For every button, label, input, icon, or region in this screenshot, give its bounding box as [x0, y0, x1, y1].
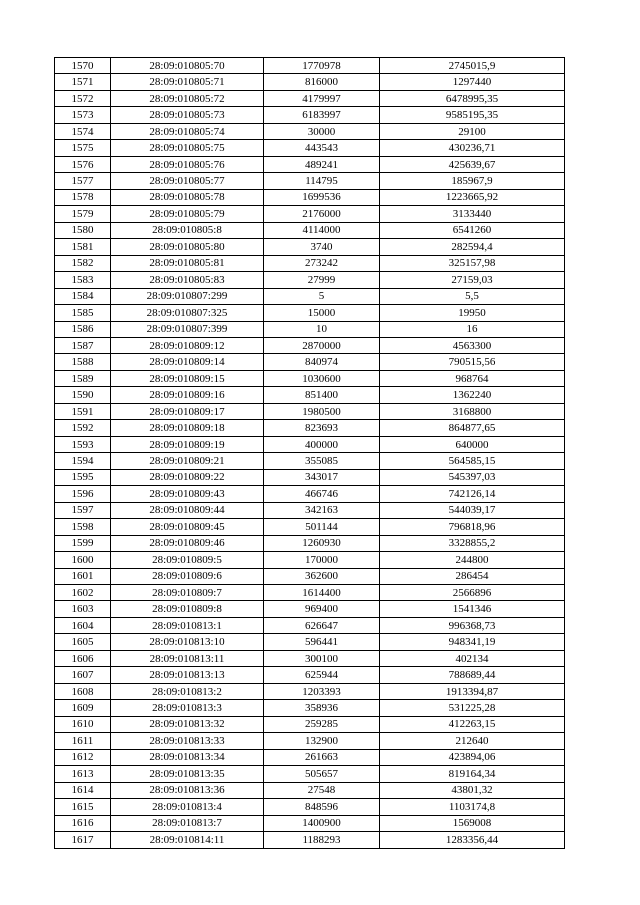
cadastral-number-cell: 28:09:010809:46	[111, 535, 264, 551]
area-cell: 27999	[264, 272, 380, 288]
table-row	[55, 749, 565, 765]
cadastral-number-cell: 28:09:010813:1	[111, 617, 264, 633]
table-row	[55, 288, 565, 304]
row-number-cell: 1587	[55, 337, 111, 353]
row-number-cell: 1597	[55, 502, 111, 518]
table-row	[55, 683, 565, 699]
cadastral-number-cell: 28:09:010805:8	[111, 222, 264, 238]
row-number-cell: 1570	[55, 58, 111, 74]
area-cell: 851400	[264, 387, 380, 403]
area-cell: 170000	[264, 552, 380, 568]
row-number-cell: 1574	[55, 123, 111, 139]
value-cell: 286454	[380, 568, 565, 584]
value-cell: 5,5	[380, 288, 565, 304]
value-cell: 43801,32	[380, 782, 565, 798]
table-row	[55, 387, 565, 403]
table-row	[55, 502, 565, 518]
row-number-cell: 1591	[55, 403, 111, 419]
row-number-cell: 1610	[55, 716, 111, 732]
cadastral-number-cell: 28:09:010809:43	[111, 486, 264, 502]
row-number-cell: 1593	[55, 436, 111, 452]
cadastral-number-cell: 28:09:010813:33	[111, 733, 264, 749]
row-number-cell: 1582	[55, 255, 111, 271]
value-cell: 2745015,9	[380, 58, 565, 74]
table-body	[55, 58, 565, 849]
area-cell: 625944	[264, 667, 380, 683]
value-cell: 1569008	[380, 815, 565, 831]
area-cell: 443543	[264, 140, 380, 156]
cadastral-number-cell: 28:09:010813:13	[111, 667, 264, 683]
cadastral-number-cell: 28:09:010813:34	[111, 749, 264, 765]
table-row	[55, 782, 565, 798]
cadastral-number-cell: 28:09:010805:74	[111, 123, 264, 139]
area-cell: 1770978	[264, 58, 380, 74]
value-cell: 4563300	[380, 337, 565, 353]
row-number-cell: 1585	[55, 305, 111, 321]
value-cell: 3168800	[380, 403, 565, 419]
cadastral-number-cell: 28:09:010807:325	[111, 305, 264, 321]
row-number-cell: 1577	[55, 173, 111, 189]
table-row	[55, 58, 565, 74]
row-number-cell: 1602	[55, 585, 111, 601]
cadastral-number-cell: 28:09:010809:45	[111, 519, 264, 535]
table-row	[55, 107, 565, 123]
area-cell: 840974	[264, 354, 380, 370]
area-cell: 342163	[264, 502, 380, 518]
table-row	[55, 140, 565, 156]
area-cell: 30000	[264, 123, 380, 139]
table-row	[55, 585, 565, 601]
cadastral-number-cell: 28:09:010809:15	[111, 370, 264, 386]
cadastral-number-cell: 28:09:010813:4	[111, 799, 264, 815]
cadastral-number-cell: 28:09:010805:76	[111, 156, 264, 172]
value-cell: 6541260	[380, 222, 565, 238]
cadastral-number-cell: 28:09:010805:79	[111, 206, 264, 222]
area-cell: 848596	[264, 799, 380, 815]
value-cell: 1223665,92	[380, 189, 565, 205]
row-number-cell: 1571	[55, 74, 111, 90]
row-number-cell: 1617	[55, 832, 111, 848]
row-number-cell: 1600	[55, 552, 111, 568]
area-cell: 1260930	[264, 535, 380, 551]
value-cell: 948341,19	[380, 634, 565, 650]
row-number-cell: 1615	[55, 799, 111, 815]
row-number-cell: 1583	[55, 272, 111, 288]
cadastral-number-cell: 28:09:010809:22	[111, 469, 264, 485]
cadastral-number-cell: 28:09:010813:7	[111, 815, 264, 831]
row-number-cell: 1606	[55, 650, 111, 666]
value-cell: 423894,06	[380, 749, 565, 765]
cadastral-number-cell: 28:09:010805:77	[111, 173, 264, 189]
table-row	[55, 189, 565, 205]
table-row	[55, 354, 565, 370]
value-cell: 1283356,44	[380, 832, 565, 848]
value-cell: 185967,9	[380, 173, 565, 189]
row-number-cell: 1589	[55, 370, 111, 386]
row-number-cell: 1572	[55, 90, 111, 106]
area-cell: 343017	[264, 469, 380, 485]
value-cell: 1297440	[380, 74, 565, 90]
cadastral-number-cell: 28:09:010813:32	[111, 716, 264, 732]
cadastral-number-cell: 28:09:010805:75	[111, 140, 264, 156]
table-row	[55, 90, 565, 106]
table-row	[55, 156, 565, 172]
area-cell: 132900	[264, 733, 380, 749]
value-cell: 412263,15	[380, 716, 565, 732]
area-cell: 626647	[264, 617, 380, 633]
cadastral-number-cell: 28:09:010809:8	[111, 601, 264, 617]
cadastral-number-cell: 28:09:010813:10	[111, 634, 264, 650]
cadastral-number-cell: 28:09:010809:14	[111, 354, 264, 370]
table-row	[55, 486, 565, 502]
area-cell: 505657	[264, 766, 380, 782]
cadastral-number-cell: 28:09:010805:70	[111, 58, 264, 74]
value-cell: 545397,03	[380, 469, 565, 485]
data-table	[54, 57, 565, 849]
row-number-cell: 1616	[55, 815, 111, 831]
area-cell: 1980500	[264, 403, 380, 419]
value-cell: 1541346	[380, 601, 565, 617]
row-number-cell: 1578	[55, 189, 111, 205]
value-cell: 1103174,8	[380, 799, 565, 815]
table-row	[55, 519, 565, 535]
table-row	[55, 617, 565, 633]
table-row	[55, 370, 565, 386]
cadastral-number-cell: 28:09:010813:2	[111, 683, 264, 699]
row-number-cell: 1595	[55, 469, 111, 485]
row-number-cell: 1576	[55, 156, 111, 172]
table-row	[55, 403, 565, 419]
row-number-cell: 1588	[55, 354, 111, 370]
table-row	[55, 222, 565, 238]
row-number-cell: 1599	[55, 535, 111, 551]
table-row	[55, 469, 565, 485]
area-cell: 823693	[264, 420, 380, 436]
row-number-cell: 1580	[55, 222, 111, 238]
cadastral-number-cell: 28:09:010807:299	[111, 288, 264, 304]
table-row	[55, 766, 565, 782]
row-number-cell: 1586	[55, 321, 111, 337]
area-cell: 2176000	[264, 206, 380, 222]
value-cell: 544039,17	[380, 502, 565, 518]
row-number-cell: 1601	[55, 568, 111, 584]
value-cell: 564585,15	[380, 453, 565, 469]
value-cell: 16	[380, 321, 565, 337]
cadastral-number-cell: 28:09:010805:73	[111, 107, 264, 123]
value-cell: 968764	[380, 370, 565, 386]
cadastral-number-cell: 28:09:010809:6	[111, 568, 264, 584]
value-cell: 282594,4	[380, 239, 565, 255]
cadastral-number-cell: 28:09:010809:5	[111, 552, 264, 568]
area-cell: 466746	[264, 486, 380, 502]
value-cell: 244800	[380, 552, 565, 568]
row-number-cell: 1605	[55, 634, 111, 650]
value-cell: 2566896	[380, 585, 565, 601]
value-cell: 425639,67	[380, 156, 565, 172]
cadastral-number-cell: 28:09:010813:11	[111, 650, 264, 666]
area-cell: 2870000	[264, 337, 380, 353]
value-cell: 531225,28	[380, 700, 565, 716]
table-row	[55, 634, 565, 650]
cadastral-number-cell: 28:09:010809:7	[111, 585, 264, 601]
cadastral-number-cell: 28:09:010813:35	[111, 766, 264, 782]
row-number-cell: 1612	[55, 749, 111, 765]
area-cell: 4114000	[264, 222, 380, 238]
row-number-cell: 1596	[55, 486, 111, 502]
table-row	[55, 667, 565, 683]
cadastral-number-cell: 28:09:010805:78	[111, 189, 264, 205]
row-number-cell: 1573	[55, 107, 111, 123]
cadastral-number-cell: 28:09:010809:16	[111, 387, 264, 403]
value-cell: 3133440	[380, 206, 565, 222]
area-cell: 1030600	[264, 370, 380, 386]
area-cell: 501144	[264, 519, 380, 535]
row-number-cell: 1590	[55, 387, 111, 403]
value-cell: 819164,34	[380, 766, 565, 782]
value-cell: 27159,03	[380, 272, 565, 288]
value-cell: 640000	[380, 436, 565, 452]
table-row	[55, 173, 565, 189]
value-cell: 212640	[380, 733, 565, 749]
cadastral-number-cell: 28:09:010807:399	[111, 321, 264, 337]
cadastral-number-cell: 28:09:010805:71	[111, 74, 264, 90]
area-cell: 114795	[264, 173, 380, 189]
value-cell: 788689,44	[380, 667, 565, 683]
row-number-cell: 1598	[55, 519, 111, 535]
cadastral-number-cell: 28:09:010814:11	[111, 832, 264, 848]
table-row	[55, 206, 565, 222]
area-cell: 300100	[264, 650, 380, 666]
table-row	[55, 733, 565, 749]
value-cell: 19950	[380, 305, 565, 321]
value-cell: 29100	[380, 123, 565, 139]
table-row	[55, 123, 565, 139]
row-number-cell: 1611	[55, 733, 111, 749]
area-cell: 1400900	[264, 815, 380, 831]
cadastral-number-cell: 28:09:010813:36	[111, 782, 264, 798]
table-row	[55, 321, 565, 337]
row-number-cell: 1575	[55, 140, 111, 156]
row-number-cell: 1609	[55, 700, 111, 716]
area-cell: 261663	[264, 749, 380, 765]
area-cell: 273242	[264, 255, 380, 271]
row-number-cell: 1592	[55, 420, 111, 436]
table-row	[55, 552, 565, 568]
area-cell: 362600	[264, 568, 380, 584]
value-cell: 3328855,2	[380, 535, 565, 551]
cadastral-number-cell: 28:09:010805:80	[111, 239, 264, 255]
row-number-cell: 1604	[55, 617, 111, 633]
row-number-cell: 1607	[55, 667, 111, 683]
value-cell: 996368,73	[380, 617, 565, 633]
area-cell: 969400	[264, 601, 380, 617]
table-row	[55, 74, 565, 90]
value-cell: 402134	[380, 650, 565, 666]
row-number-cell: 1581	[55, 239, 111, 255]
cadastral-number-cell: 28:09:010805:81	[111, 255, 264, 271]
table-row	[55, 305, 565, 321]
table-row	[55, 436, 565, 452]
area-cell: 1699536	[264, 189, 380, 205]
table-row	[55, 535, 565, 551]
area-cell: 355085	[264, 453, 380, 469]
table-row	[55, 239, 565, 255]
area-cell: 10	[264, 321, 380, 337]
cadastral-number-cell: 28:09:010805:83	[111, 272, 264, 288]
value-cell: 325157,98	[380, 255, 565, 271]
area-cell: 1188293	[264, 832, 380, 848]
cadastral-number-cell: 28:09:010809:19	[111, 436, 264, 452]
area-cell: 3740	[264, 239, 380, 255]
row-number-cell: 1594	[55, 453, 111, 469]
table-row	[55, 272, 565, 288]
table-row	[55, 420, 565, 436]
row-number-cell: 1613	[55, 766, 111, 782]
cadastral-number-cell: 28:09:010809:18	[111, 420, 264, 436]
area-cell: 596441	[264, 634, 380, 650]
area-cell: 1203393	[264, 683, 380, 699]
area-cell: 400000	[264, 436, 380, 452]
table-row	[55, 453, 565, 469]
area-cell: 4179997	[264, 90, 380, 106]
cadastral-number-cell: 28:09:010809:17	[111, 403, 264, 419]
value-cell: 796818,96	[380, 519, 565, 535]
area-cell: 358936	[264, 700, 380, 716]
value-cell: 9585195,35	[380, 107, 565, 123]
value-cell: 6478995,35	[380, 90, 565, 106]
table-row	[55, 832, 565, 848]
cadastral-number-cell: 28:09:010813:3	[111, 700, 264, 716]
table-row	[55, 799, 565, 815]
value-cell: 790515,56	[380, 354, 565, 370]
table-row	[55, 601, 565, 617]
area-cell: 259285	[264, 716, 380, 732]
row-number-cell: 1579	[55, 206, 111, 222]
cadastral-number-cell: 28:09:010809:21	[111, 453, 264, 469]
cadastral-number-cell: 28:09:010809:44	[111, 502, 264, 518]
area-cell: 27548	[264, 782, 380, 798]
cadastral-number-cell: 28:09:010805:72	[111, 90, 264, 106]
table-row	[55, 716, 565, 732]
row-number-cell: 1614	[55, 782, 111, 798]
row-number-cell: 1584	[55, 288, 111, 304]
area-cell: 6183997	[264, 107, 380, 123]
area-cell: 15000	[264, 305, 380, 321]
value-cell: 1913394,87	[380, 683, 565, 699]
table-row	[55, 255, 565, 271]
value-cell: 742126,14	[380, 486, 565, 502]
table-row	[55, 700, 565, 716]
area-cell: 1614400	[264, 585, 380, 601]
cadastral-number-cell: 28:09:010809:12	[111, 337, 264, 353]
table-row	[55, 568, 565, 584]
value-cell: 430236,71	[380, 140, 565, 156]
value-cell: 1362240	[380, 387, 565, 403]
row-number-cell: 1603	[55, 601, 111, 617]
area-cell: 816000	[264, 74, 380, 90]
value-cell: 864877,65	[380, 420, 565, 436]
area-cell: 489241	[264, 156, 380, 172]
row-number-cell: 1608	[55, 683, 111, 699]
table-row	[55, 337, 565, 353]
table-row	[55, 650, 565, 666]
table-row	[55, 815, 565, 831]
area-cell: 5	[264, 288, 380, 304]
